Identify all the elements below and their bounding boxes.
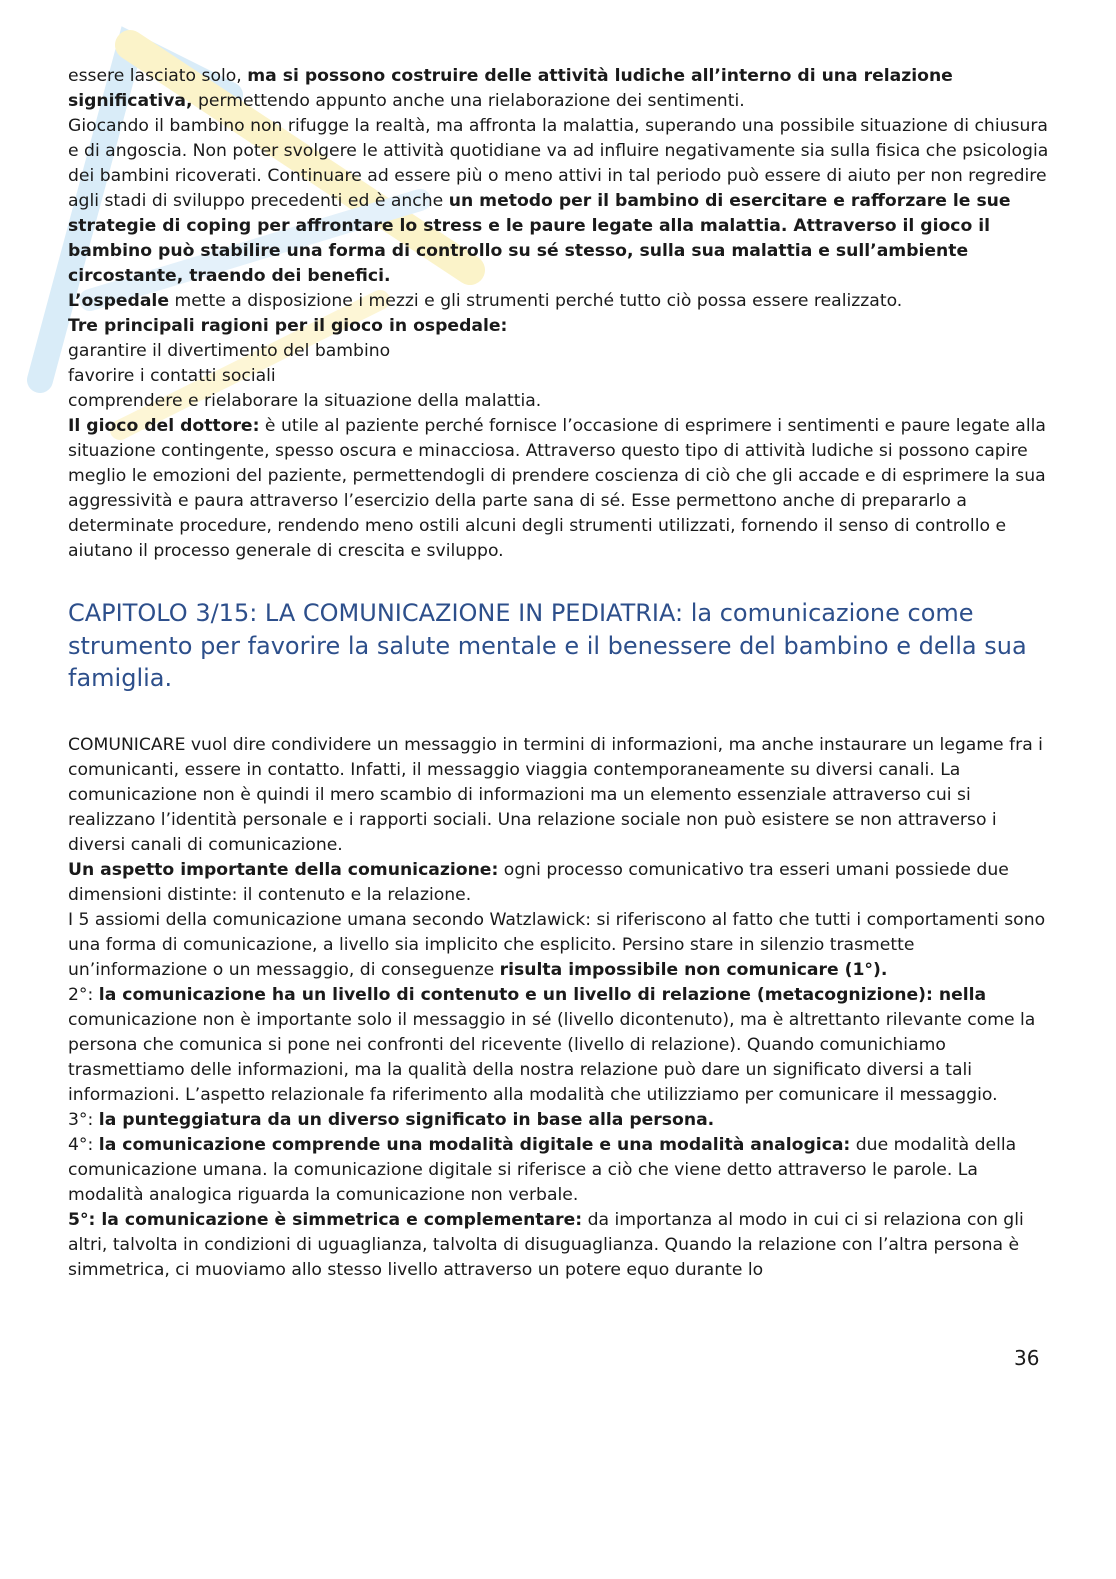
chapter-title: CAPITOLO 3/15: LA COMUNICAZIONE IN PEDIATRIA: la comunicazione come strumento per favorire la salute mentale e il benessere del bambino e della sua famiglia. bbox=[68, 599, 1027, 692]
paragraph: 4°: la comunicazione comprende una modalità digitale e una modalità analogica: due modalità della comunicazione umana. la comunicazione digitale si riferisce a ciò che viene detto attraverso le parole. La modalità analogica riguarda la comunicazione non verbale. bbox=[68, 1134, 1017, 1205]
paragraph: L’ospedale mette a disposizione i mezzi e gli strumenti perché tutto ciò possa essere realizzato. bbox=[68, 291, 903, 311]
paragraph: COMUNICARE vuol dire condividere un messaggio in termini di informazioni, ma anche instaurare un legame fra i comunicanti, essere in contatto. Infatti, il messaggio viaggia contemporaneamente su diversi canali. La comunicazione non è quindi il mero scambio di informazioni ma un elemento essenziale attraverso cui si realizzano l’identità personale e i rapporti sociali. Una relazione sociale non può esistere se non attraverso i diversi canali di comunicazione. bbox=[68, 734, 1043, 855]
paragraph: 2°: la comunicazione ha un livello di contenuto e un livello di relazione (metacognizione): nella comunicazione non è importante solo il messaggio in sé (livello dicontenuto), ma è altrettanto rilevante come la persona che comunica si pone nei confronti del ricevente (livello di relazione). Quando comunichiamo trasmettiamo delle informazioni, ma la qualità della nostra relazione può dare un significato diversi a tali informazioni. L’aspetto relazionale fa riferimento alla modalità che utilizziamo per comunicare il messaggio. bbox=[68, 984, 1036, 1105]
list-item: garantire il divertimento del bambino bbox=[68, 341, 391, 361]
paragraph: Il gioco del dottore: è utile al paziente perché fornisce l’occasione di esprimere i sentimenti e paure legate alla situazione contingente, spesso oscura e minacciosa. Attraverso questo tipo di attività ludiche si possono capire meglio le emozioni del paziente, permettendogli di prendere coscienza di ciò che gli accade e di esprimere la sua aggressività e paura attraverso l’esercizio della parte sana di sé. Esse permettono anche di prepararlo a determinate procedure, rendendo meno ostili alcuni degli strumenti utilizzati, fornendo il senso di controllo e aiutano il processo generale di crescita e sviluppo. bbox=[68, 416, 1046, 561]
page-content bbox=[68, 64, 1058, 1283]
list-item: favorire i contatti sociali bbox=[68, 366, 276, 386]
paragraph: I 5 assiomi della comunicazione umana secondo Watzlawick: si riferiscono al fatto che tutti i comportamenti sono una forma di comunicazione, a livello sia implicito che esplicito. Persino stare in silenzio trasmette un’informazione o un messaggio, di conseguenze risulta impossibile non comunicare (1°). bbox=[68, 909, 1046, 980]
paragraph: 5°: la comunicazione è simmetrica e complementare: da importanza al modo in cui ci si relaziona con gli altri, talvolta in condizioni di uguaglianza, talvolta di disuguaglianza. Quando la relazione con l’altra persona è simmetrica, ci muoviamo allo stesso livello attraverso un potere equo durante lo bbox=[68, 1209, 1024, 1280]
paragraph: Giocando il bambino non rifugge la realtà, ma affronta la malattia, superando una possibile situazione di chiusura e di angoscia. Non poter svolgere le attività quotidiane va ad influire negativamente sia sulla fisica che psicologia dei bambini ricoverati. Continuare ad essere più o meno attivi in tal periodo può essere di aiuto per non regredire agli stadi di sviluppo precedenti ed è anche un metodo per il bambino di esercitare e rafforzare le sue strategie di coping per affrontare lo stress e le paure legate alla malattia. Attraverso il gioco il bambino può stabilire una forma di controllo su sé stesso, sulla sua malattia e sull’ambiente circostante, traendo dei benefici. bbox=[68, 116, 1049, 286]
paragraph: Un aspetto importante della comunicazione: ogni processo comunicativo tra esseri umani possiede due dimensioni distinte: il contenuto e la relazione. bbox=[68, 859, 1009, 905]
paragraph: essere lasciato solo, ma si possono costruire delle attività ludiche all’interno di una relazione significativa, permettendo appunto anche una rielaborazione dei sentimenti. bbox=[68, 66, 953, 111]
list-item: comprendere e rielaborare la situazione della malattia. bbox=[68, 391, 542, 411]
paragraph: 3°: la punteggiatura da un diverso significato in base alla persona. bbox=[68, 1109, 715, 1130]
page-number: 36 bbox=[1014, 1346, 1040, 1370]
paragraph-heading: Tre principali ragioni per il gioco in ospedale: bbox=[68, 316, 508, 336]
